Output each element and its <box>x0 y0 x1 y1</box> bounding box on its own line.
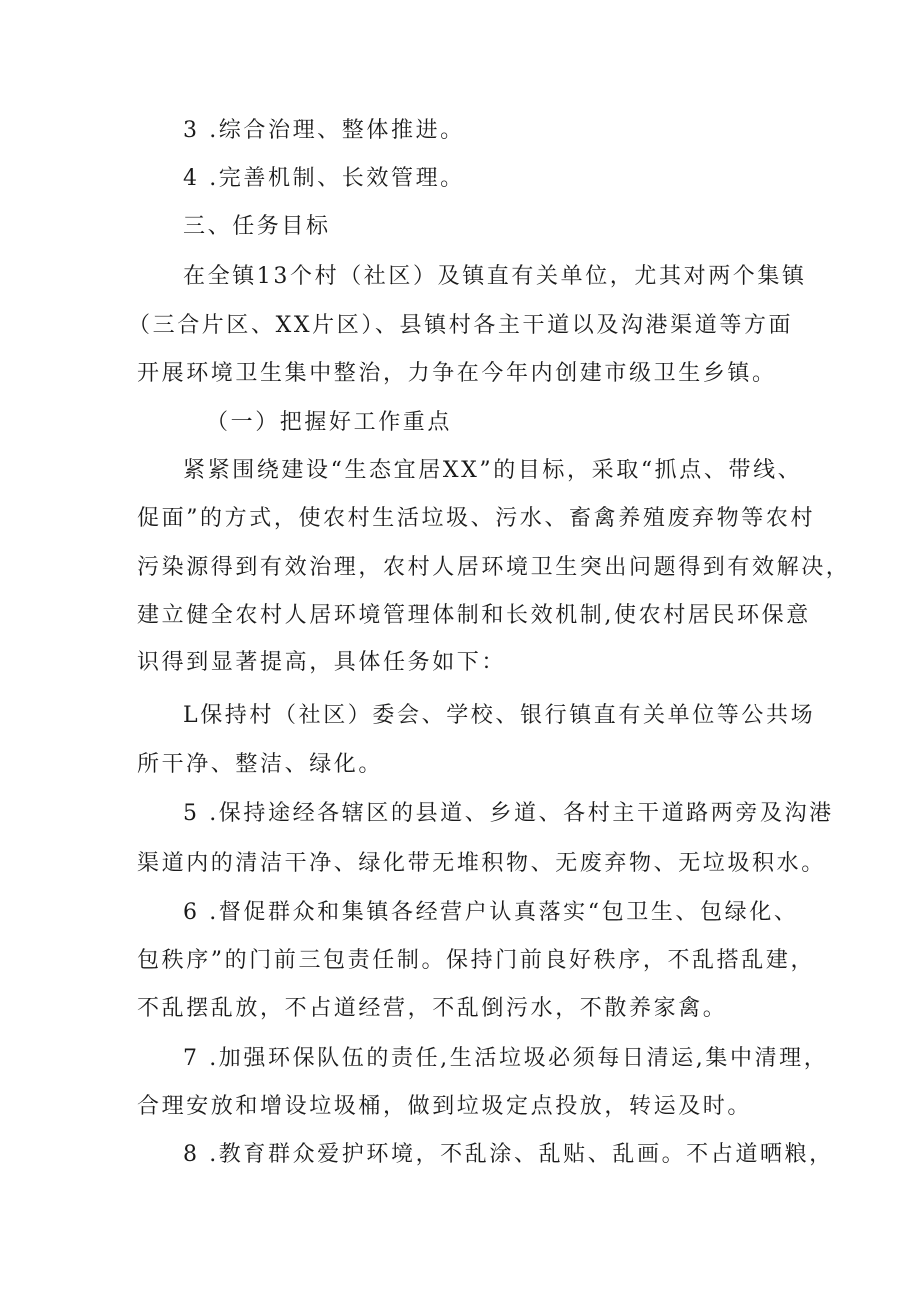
list-item-3: 3 .综合治理、整体推进。 <box>183 118 465 143</box>
task-item-6: 6 .督促群众和集镇各经营户认真落实“包卫生、包绿化、 <box>183 900 799 925</box>
section-heading-task-goals: 三、任务目标 <box>183 214 331 239</box>
task-item-7: 7 .加强环保队伍的责任,生活垃圾必须每日清运,集中清理， <box>183 1046 829 1071</box>
paragraph-line: 紧紧围绕建设“生态宜居XX”的目标，采取“抓点、带线、 <box>183 458 803 483</box>
subsection-heading: （一）把握好工作重点 <box>206 410 453 435</box>
task-item-6-continued: 不乱摆乱放，不占道经营，不乱倒污水，不散养家禽。 <box>137 996 728 1021</box>
task-item-1: L保持村（社区）委会、学校、银行镇直有关单位等公共场 <box>183 703 816 728</box>
paragraph-line: 污染源得到有效治理，农村人居环境卫生突出问题得到有效解决， <box>137 555 851 580</box>
task-item-8: 8 .教育群众爱护环境，不乱涂、乱贴、乱画。不占道晒粮， <box>183 1142 834 1167</box>
paragraph-line: 开展环境卫生集中整治，力争在今年内创建市级卫生乡镇。 <box>137 361 777 386</box>
paragraph-line: 识得到显著提高，具体任务如下： <box>137 650 507 675</box>
paragraph-line: 在全镇13个村（社区）及镇直有关单位，尤其对两个集镇 <box>183 264 807 289</box>
task-item-6-continued: 包秩序”的门前三包责任制。保持门前良好秩序，不乱搭乱建， <box>137 948 816 973</box>
task-item-1-continued: 所干净、整洁、绿化。 <box>137 752 384 777</box>
paragraph-line: （三合片区、XX片区）、县镇村各主干道以及沟港渠道等方面 <box>128 313 794 338</box>
paragraph-line: 建立健全农村人居环境管理体制和长效机制,使农村居民环保意 <box>137 603 811 628</box>
task-item-5: 5 .保持途经各辖区的县道、乡道、各村主干道路两旁及沟港 <box>183 801 834 826</box>
task-item-7-continued: 合理安放和增设垃圾桶，做到垃圾定点投放，转运及时。 <box>137 1094 753 1119</box>
paragraph-line: 促面”的方式，使农村生活垃圾、污水、畜禽养殖废弃物等农村 <box>137 506 816 531</box>
task-item-5-continued: 渠道内的清洁干净、绿化带无堆积物、无废弃物、无垃圾积水。 <box>137 851 826 876</box>
list-item-4: 4 .完善机制、长效管理。 <box>183 166 465 191</box>
